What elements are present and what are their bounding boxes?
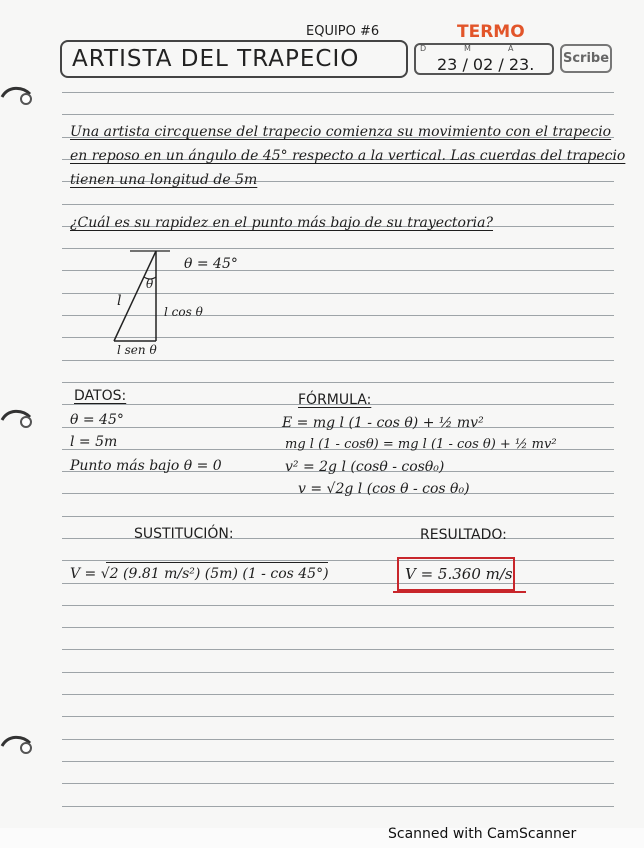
ruled-line (62, 516, 614, 517)
ruled-line (62, 114, 614, 115)
datos-item: θ = 45° (70, 412, 124, 428)
vertical-component-label: l cos θ (164, 305, 203, 319)
brand-logo: Scribe (560, 44, 612, 73)
ruled-line (62, 360, 614, 361)
formula-line: v = √2g l (cos θ - cos θ₀) (298, 481, 470, 497)
problem-line-3: tienen una longitud de 5m (70, 172, 258, 188)
sustitucion-heading: SUSTITUCIÓN: (134, 526, 234, 542)
ruled-line (62, 583, 614, 584)
team-label: EQUIPO #6 (306, 24, 380, 39)
binder-ring-icon (0, 84, 34, 110)
result-underline (393, 591, 526, 593)
date-day-label: D (420, 44, 427, 53)
ruled-line (62, 672, 614, 673)
scanner-watermark: Scanned with CamScanner (388, 826, 577, 842)
problem-line-1: Una artista circquense del trapecio comienza su movimiento con el trapecio (70, 124, 612, 140)
subject-label: TERMO (457, 22, 525, 42)
ruled-line (62, 92, 614, 93)
problem-question: ¿Cuál es su rapidez en el punto más bajo de su trayectoria? (70, 215, 494, 231)
ruled-line (62, 605, 614, 606)
horizontal-component-label: l sen θ (117, 343, 157, 357)
date-year-label: A (508, 44, 514, 53)
ruled-line (62, 783, 614, 784)
angle-label: θ = 45° (184, 256, 238, 272)
ruled-line (62, 649, 614, 650)
result-value: V = 5.360 m/s (405, 565, 513, 583)
theta-label: θ (146, 277, 154, 291)
page-title: ARTISTA DEL TRAPECIO (72, 46, 360, 72)
rope-length-label: l (117, 293, 122, 309)
datos-item: Punto más bajo θ = 0 (70, 458, 222, 474)
formula-heading: FÓRMULA: (298, 392, 372, 408)
ruled-line (62, 806, 614, 807)
sustitucion-expression: V = √2 (9.81 m/s²) (5m) (1 - cos 45°) (70, 566, 329, 582)
binder-ring-icon (0, 733, 34, 759)
ruled-line (62, 204, 614, 205)
problem-line-2: en reposo en un ángulo de 45° respecto a la vertical. Las cuerdas del trapecio (70, 148, 626, 164)
resultado-heading: RESULTADO: (420, 527, 507, 543)
formula-line: E = mg l (1 - cos θ) + ½ mv² (282, 415, 484, 431)
ruled-line (62, 627, 614, 628)
ruled-line (62, 382, 614, 383)
datos-item: l = 5m (70, 434, 118, 450)
binder-ring-icon (0, 407, 34, 433)
ruled-line (62, 716, 614, 717)
formula-line: v² = 2g l (cosθ - cosθ₀) (285, 459, 445, 475)
date-month-label: M (464, 44, 471, 53)
ruled-line (62, 560, 614, 561)
date-value: 23 / 02 / 23. (437, 55, 535, 74)
datos-heading: DATOS: (74, 388, 127, 404)
ruled-line (62, 739, 614, 740)
formula-line: mg l (1 - cosθ) = mg l (1 - cos θ) + ½ mv² (285, 437, 557, 452)
radical-bar (106, 562, 328, 563)
ruled-line (62, 761, 614, 762)
ruled-line (62, 694, 614, 695)
